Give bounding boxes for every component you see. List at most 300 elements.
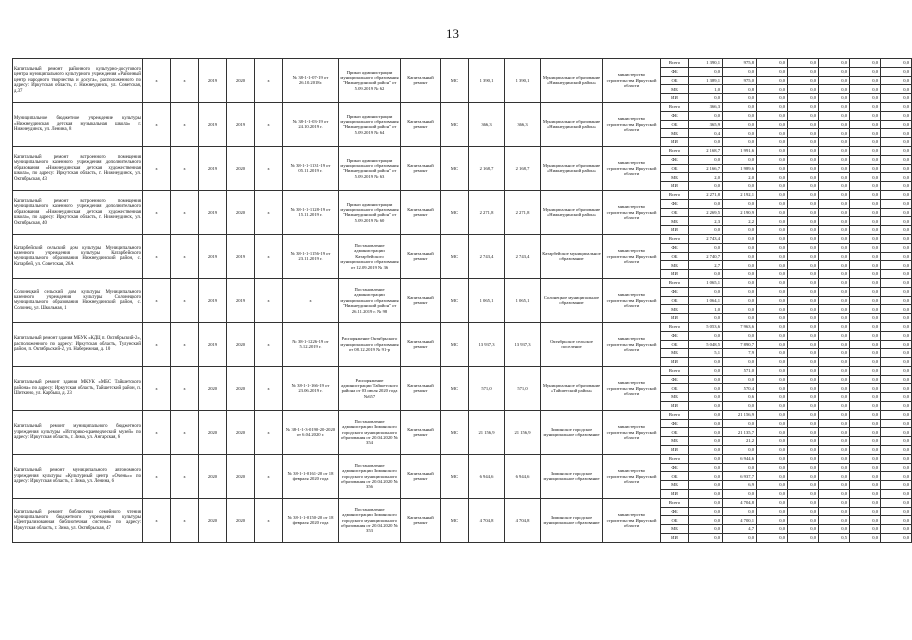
table-row — [13, 278, 912, 287]
cell-value: 7 890,7 — [723, 340, 757, 349]
cell-source: ОБ — [661, 516, 689, 525]
cell-value: 0,0 — [788, 278, 819, 287]
cell-name: Капитальный ремонт районного культурно-досугового центра муниципального культурного учреждения «Районный центр народного творчества и досуга», расположенного по адресу: Иркутская область, г. Нижнеудинск, ул. Советская, д.37 — [13, 59, 143, 103]
cell-value: 0,0 — [788, 217, 819, 226]
cell-value: 0,0 — [850, 85, 881, 94]
cell-value: 0,0 — [881, 384, 912, 393]
cell-m3: х — [255, 498, 283, 542]
cell-value: 0,0 — [819, 190, 850, 199]
cell-value: 0,0 — [757, 76, 788, 85]
cell-value: 0,0 — [757, 375, 788, 384]
cell-value: 0,5 — [819, 534, 850, 543]
cell-value: 1 064,1 — [689, 296, 723, 305]
cell-source: ИИ — [661, 270, 689, 279]
cell-gr: министерство строительства Иркутской области — [603, 234, 661, 278]
table-row — [13, 146, 912, 155]
cell-value: 21,2 — [723, 437, 757, 446]
cell-cost: 1 390,1 — [469, 59, 505, 103]
cell-value: 0,0 — [757, 331, 788, 340]
cell-value: 0,0 — [788, 428, 819, 437]
cell-y2: 2019 — [227, 234, 255, 278]
cell-value: 0,0 — [689, 463, 723, 472]
cell-gr: министерство строительства Иркутской области — [603, 410, 661, 454]
cell-value: 2 168,7 — [689, 146, 723, 155]
table-row — [13, 498, 912, 507]
cell-value: 0,0 — [757, 287, 788, 296]
cell-gr: министерство строительства Иркутской области — [603, 498, 661, 542]
cell-value: 0,0 — [881, 340, 912, 349]
cell-value: 0,0 — [850, 120, 881, 129]
cell-value: 0,0 — [757, 94, 788, 103]
cell-value: 0,0 — [757, 226, 788, 235]
cell-value: 0,0 — [881, 322, 912, 331]
cell-value: 0,0 — [689, 507, 723, 516]
cell-decision: Приказ администрации муниципального образования "Нижнеудинский район" от 5.09.2019 № 64 — [339, 102, 401, 146]
cell-value: 0,0 — [819, 314, 850, 323]
cell-value: 0,0 — [788, 472, 819, 481]
cell-source: ОБ — [661, 208, 689, 217]
cell-value: 0,0 — [757, 234, 788, 243]
cell-value: 0,0 — [689, 375, 723, 384]
cell-value: 0,0 — [819, 243, 850, 252]
cell-m1: х — [143, 278, 171, 322]
cell-y2: 2019 — [227, 102, 255, 146]
cell-name: Капитальный ремонт библиотеки семейного чтения муниципального бюджетного учреждения культуры «Централизованная библиотечная система» по адресу: Иркутская область, г. Зима, ул. Октябрьская, 47 — [13, 498, 143, 542]
cell-y1: 2019 — [199, 322, 227, 366]
cell-value: 0,0 — [723, 243, 757, 252]
cell-value: 0,0 — [757, 243, 788, 252]
cell-value: 0,0 — [850, 164, 881, 173]
cell-value: 0,0 — [819, 375, 850, 384]
cell-value: 0,0 — [757, 349, 788, 358]
cell-value: 0,0 — [819, 402, 850, 411]
cell-value: 0,0 — [757, 358, 788, 367]
cell-value: 0,0 — [689, 454, 723, 463]
cell-value: 0,0 — [757, 182, 788, 191]
cell-value: 6,9 — [723, 481, 757, 490]
cell-value: 0,0 — [819, 525, 850, 534]
cell-m3: х — [255, 278, 283, 322]
cell-value: 0,0 — [850, 278, 881, 287]
cell-m3: х — [255, 146, 283, 190]
cell-value: 0,0 — [819, 340, 850, 349]
cell-value: 0,0 — [881, 331, 912, 340]
cell-value: 0,0 — [689, 138, 723, 147]
cell-decision: Приказ администрации муниципального образования "Нижнеудинский район" от 5.09.2019 № 60 — [339, 190, 401, 234]
cell-value: 0,0 — [788, 507, 819, 516]
cell-value: 0,0 — [819, 419, 850, 428]
cell-value: 0,0 — [757, 305, 788, 314]
cell-value: 0,0 — [819, 463, 850, 472]
cell-value: 0,0 — [819, 481, 850, 490]
cell-value: 0,0 — [788, 164, 819, 173]
cell-value: 0,0 — [881, 296, 912, 305]
cell-value: 0,0 — [788, 296, 819, 305]
cell-value: 0,0 — [757, 340, 788, 349]
cell-y1: 2019 — [199, 278, 227, 322]
cell-source: Всего — [661, 190, 689, 199]
cell-source: Всего — [661, 498, 689, 507]
cell-value: 0,0 — [788, 410, 819, 419]
cell-customer: Зиминское городское муниципальное образование — [541, 410, 603, 454]
cell-owner: МС — [441, 498, 469, 542]
cell-value: 0,0 — [788, 525, 819, 534]
cell-value: 0,0 — [757, 217, 788, 226]
cell-value: 0,0 — [788, 437, 819, 446]
cell-value: 0,0 — [819, 85, 850, 94]
cell-value: 0,0 — [757, 534, 788, 543]
cell-customer: Муниципальное образование «Нижнеудинский район» — [541, 102, 603, 146]
cell-value: 0,0 — [881, 111, 912, 120]
cell-value: 0,0 — [881, 102, 912, 111]
cell-value: 0,0 — [788, 208, 819, 217]
cell-value: 0,0 — [788, 490, 819, 499]
cell-value: 0,0 — [819, 182, 850, 191]
cell-value: 0,0 — [881, 76, 912, 85]
cell-value: 0,0 — [850, 243, 881, 252]
cell-cost: 2 743,4 — [469, 234, 505, 278]
cell-value: 0,0 — [881, 402, 912, 411]
cell-work: Капитальный ремонт — [401, 366, 441, 410]
cell-value: 5 048,5 — [689, 340, 723, 349]
cell-value: 0,0 — [819, 120, 850, 129]
cell-value: 0,0 — [788, 498, 819, 507]
cell-customer: Солонецкое муниципальное образование — [541, 278, 603, 322]
cell-cost: 2 271,8 — [469, 190, 505, 234]
cell-value: 4 700,1 — [723, 516, 757, 525]
cell-value: 0,0 — [689, 243, 723, 252]
budget-table — [12, 58, 912, 543]
cell-value: 0,0 — [881, 278, 912, 287]
cell-value: 0,0 — [757, 67, 788, 76]
cell-m2: х — [171, 278, 199, 322]
cell-m1: х — [143, 410, 171, 454]
cell-source: МБ — [661, 85, 689, 94]
cell-value: 0,0 — [850, 305, 881, 314]
cell-value: 0,0 — [689, 525, 723, 534]
cell-remain: 21 156,9 — [505, 410, 541, 454]
cell-value: 0,0 — [788, 270, 819, 279]
cell-m3: х — [255, 59, 283, 103]
cell-value: 0,0 — [757, 428, 788, 437]
cell-doc: № 38-1-1-07-19 от 26.10.2018г. — [283, 59, 339, 103]
cell-value: 0,0 — [881, 270, 912, 279]
cell-value: 0,0 — [757, 393, 788, 402]
cell-m2: х — [171, 234, 199, 278]
cell-value: 0,0 — [819, 287, 850, 296]
cell-value: 0,0 — [757, 164, 788, 173]
cell-value: 0,0 — [850, 287, 881, 296]
cell-doc: № 38-1-1-1131-19 от 05.11.2019 г. — [283, 146, 339, 190]
cell-source: ИИ — [661, 94, 689, 103]
cell-value: 1,0 — [689, 85, 723, 94]
cell-source: ФБ — [661, 507, 689, 516]
cell-value: 0,0 — [819, 102, 850, 111]
cell-value: 21 156,9 — [723, 410, 757, 419]
cell-value: 0,0 — [689, 402, 723, 411]
cell-value: 1 991,6 — [723, 146, 757, 155]
cell-y1: 2019 — [199, 234, 227, 278]
cell-source: МБ — [661, 217, 689, 226]
cell-m2: х — [171, 410, 199, 454]
cell-value: 0,0 — [850, 182, 881, 191]
cell-value: 0,0 — [819, 454, 850, 463]
cell-value: 0,0 — [757, 419, 788, 428]
cell-y1: 2019 — [199, 146, 227, 190]
cell-value: 0,0 — [850, 463, 881, 472]
cell-source: МБ — [661, 393, 689, 402]
cell-source: Всего — [661, 322, 689, 331]
cell-value: 0,0 — [757, 507, 788, 516]
cell-value: 0,0 — [850, 138, 881, 147]
cell-gr: министерство строительства Иркутской области — [603, 190, 661, 234]
cell-value: 0,0 — [757, 270, 788, 279]
cell-value: 0,0 — [788, 322, 819, 331]
cell-y2: 2020 — [227, 322, 255, 366]
cell-work: Капитальный ремонт — [401, 102, 441, 146]
cell-value: 0,0 — [689, 287, 723, 296]
cell-value: 0,0 — [850, 437, 881, 446]
cell-value: 0,0 — [881, 252, 912, 261]
table-row — [13, 59, 912, 68]
cell-value: 0,0 — [689, 393, 723, 402]
cell-value: 0,0 — [881, 234, 912, 243]
cell-value: 0,0 — [881, 94, 912, 103]
cell-value: 0,0 — [819, 129, 850, 138]
table-row — [13, 454, 912, 463]
cell-value: 2,0 — [723, 173, 757, 182]
cell-gr: министерство строительства Иркутской области — [603, 146, 661, 190]
cell-value: 0,0 — [819, 349, 850, 358]
cell-gr: министерство строительства Иркутской области — [603, 102, 661, 146]
cell-value: 0,0 — [850, 481, 881, 490]
cell-value: 4,7 — [723, 525, 757, 534]
cell-name: Солонецкий сельский дом культуры Муниципального казенного учреждения культуры Солонецкого муниципального образования Нижнеудинский район, с. Солонец, ул. Школьная, 1 — [13, 278, 143, 322]
cell-value: 0,0 — [788, 534, 819, 543]
cell-source: ФБ — [661, 199, 689, 208]
cell-value: 0,0 — [850, 419, 881, 428]
cell-value: 7 963,6 — [723, 322, 757, 331]
cell-source: ИИ — [661, 446, 689, 455]
cell-gr: министерство строительства Иркутской области — [603, 454, 661, 498]
cell-decision: Постановление администрации Зиминского городского муниципального образования от 20.04.2020 № 353 — [339, 498, 401, 542]
cell-value: 0,0 — [881, 463, 912, 472]
cell-value: 0,0 — [788, 102, 819, 111]
cell-source: ФБ — [661, 243, 689, 252]
cell-value: 0,0 — [788, 173, 819, 182]
cell-value: 0,0 — [881, 410, 912, 419]
cell-value: 0,0 — [723, 102, 757, 111]
cell-m2: х — [171, 190, 199, 234]
cell-work: Капитальный ремонт — [401, 454, 441, 498]
cell-value: 0,0 — [850, 498, 881, 507]
cell-value: 0,0 — [723, 199, 757, 208]
cell-value: 0,0 — [850, 190, 881, 199]
cell-value: 0,0 — [881, 138, 912, 147]
table-row — [13, 366, 912, 375]
cell-value: 0,0 — [723, 129, 757, 138]
cell-work: Капитальный ремонт — [401, 59, 441, 103]
cell-value: 0,0 — [881, 164, 912, 173]
cell-value: 0,0 — [850, 472, 881, 481]
cell-value: 0,0 — [819, 138, 850, 147]
cell-value: 0,0 — [788, 287, 819, 296]
cell-value: 0,0 — [819, 146, 850, 155]
cell-value: 0,0 — [723, 278, 757, 287]
cell-value: 0,0 — [881, 507, 912, 516]
cell-value: 0,0 — [850, 76, 881, 85]
cell-value: 0,0 — [850, 217, 881, 226]
cell-name: Капитальный ремонт муниципального бюджетного учреждения культуры «Историко-краеведческий музей» по адресу: Иркутская область, г. Зима, ул. Ангарская, 6 — [13, 410, 143, 454]
cell-value: 0,0 — [819, 410, 850, 419]
cell-value: 0,0 — [723, 111, 757, 120]
cell-work: Капитальный ремонт — [401, 234, 441, 278]
cell-value: 0,0 — [788, 85, 819, 94]
cell-value: 0,0 — [881, 498, 912, 507]
cell-value: 0,0 — [850, 146, 881, 155]
cell-value: 2 192,1 — [723, 190, 757, 199]
cell-value: 0,0 — [689, 481, 723, 490]
cell-value: 0,0 — [881, 419, 912, 428]
cell-value: 0,0 — [689, 182, 723, 191]
cell-customer: Катарбейское муниципальное образование — [541, 234, 603, 278]
cell-m3: х — [255, 366, 283, 410]
cell-value: 0,0 — [819, 490, 850, 499]
cell-value: 0,0 — [788, 129, 819, 138]
cell-cost: 13 937,3 — [469, 322, 505, 366]
cell-value: 0,0 — [689, 199, 723, 208]
cell-value: 0,0 — [881, 481, 912, 490]
cell-customer: Зиминское городское муниципальное образование — [541, 498, 603, 542]
cell-value: 0,0 — [788, 226, 819, 235]
cell-cost: 571,0 — [469, 366, 505, 410]
cell-value: 0,0 — [819, 296, 850, 305]
cell-source: ОБ — [661, 384, 689, 393]
cell-value: 0,0 — [881, 85, 912, 94]
cell-value: 0,0 — [881, 472, 912, 481]
cell-value: 0,0 — [819, 278, 850, 287]
cell-owner: МС — [441, 234, 469, 278]
cell-value: 0,0 — [819, 164, 850, 173]
cell-value: 0,0 — [757, 120, 788, 129]
cell-value: 0,0 — [757, 446, 788, 455]
cell-value: 0,0 — [819, 507, 850, 516]
cell-value: 0,0 — [850, 129, 881, 138]
cell-value: 0,0 — [819, 173, 850, 182]
cell-value: 0,0 — [723, 296, 757, 305]
cell-value: 0,0 — [723, 305, 757, 314]
cell-doc: № 38-1-1226-19 от 5.12.2019 г. — [283, 322, 339, 366]
cell-value: 2 740,7 — [689, 252, 723, 261]
cell-cost: 1 065,1 — [469, 278, 505, 322]
cell-value: 0,0 — [819, 358, 850, 367]
cell-remain: 6 944,6 — [505, 454, 541, 498]
cell-value: 0,0 — [850, 261, 881, 270]
cell-value: 0,0 — [689, 270, 723, 279]
cell-value: 2 166,7 — [689, 164, 723, 173]
cell-source: МБ — [661, 525, 689, 534]
cell-value: 0,0 — [881, 305, 912, 314]
cell-value: 0,0 — [881, 226, 912, 235]
cell-value: 0,0 — [881, 155, 912, 164]
cell-value: 5,1 — [689, 349, 723, 358]
cell-value: 0,0 — [881, 516, 912, 525]
cell-work: Капитальный ремонт — [401, 498, 441, 542]
cell-value: 0,0 — [689, 490, 723, 499]
cell-value: 0,0 — [788, 94, 819, 103]
cell-value: 0,0 — [881, 129, 912, 138]
cell-value: 0,0 — [757, 296, 788, 305]
cell-customer: Октябрьское сельское поселение — [541, 322, 603, 366]
cell-value: 0,0 — [723, 67, 757, 76]
cell-value: 0,0 — [788, 340, 819, 349]
cell-value: 2 269,5 — [689, 208, 723, 217]
cell-m3: х — [255, 322, 283, 366]
cell-source: ИИ — [661, 226, 689, 235]
cell-source: ОБ — [661, 340, 689, 349]
cell-value: 0,0 — [723, 534, 757, 543]
table-row — [13, 190, 912, 199]
cell-value: 0,0 — [788, 402, 819, 411]
cell-value: 0,0 — [788, 76, 819, 85]
cell-value: 0,0 — [757, 525, 788, 534]
cell-remain: 4 704,8 — [505, 498, 541, 542]
cell-value: 0,0 — [850, 155, 881, 164]
cell-value: 0,0 — [788, 199, 819, 208]
cell-value: 0,0 — [819, 384, 850, 393]
cell-value: 0,0 — [723, 234, 757, 243]
cell-name: Муниципальное бюджетное учреждение культуры «Нижнеудинская детская музыкальная школа» г. Нижнеудинск, ул. Ленина, 8 — [13, 102, 143, 146]
cell-value: 571,0 — [723, 366, 757, 375]
cell-doc: х — [283, 278, 339, 322]
cell-m2: х — [171, 59, 199, 103]
cell-value: 0,0 — [689, 419, 723, 428]
cell-cost: 4 704,8 — [469, 498, 505, 542]
cell-value: 5 053,6 — [689, 322, 723, 331]
cell-value: 0,0 — [788, 349, 819, 358]
cell-value: 0,0 — [788, 146, 819, 155]
cell-value: 21 135,7 — [723, 428, 757, 437]
cell-value: 0,0 — [757, 454, 788, 463]
cell-value: 0,0 — [819, 437, 850, 446]
cell-y1: 2019 — [199, 190, 227, 234]
cell-value: 0,0 — [881, 173, 912, 182]
cell-value: 0,0 — [819, 331, 850, 340]
cell-y1: 2019 — [199, 102, 227, 146]
cell-source: МБ — [661, 129, 689, 138]
cell-value: 0,0 — [788, 182, 819, 191]
budget-table-container — [12, 58, 909, 543]
cell-doc: № 38-1-1-166-19 от 23.06.2019 г. — [283, 366, 339, 410]
cell-remain: 2 743,4 — [505, 234, 541, 278]
cell-source: МБ — [661, 437, 689, 446]
cell-m2: х — [171, 146, 199, 190]
cell-m2: х — [171, 366, 199, 410]
cell-value: 0,0 — [788, 358, 819, 367]
cell-value: 0,0 — [850, 322, 881, 331]
cell-value: 0,0 — [850, 384, 881, 393]
cell-value: 0,0 — [757, 102, 788, 111]
cell-value: 0,0 — [788, 138, 819, 147]
cell-value: 0,0 — [850, 454, 881, 463]
cell-value: 0,0 — [881, 190, 912, 199]
cell-value: 0,0 — [819, 199, 850, 208]
cell-value: 0,0 — [788, 234, 819, 243]
cell-decision: Постановление администрации муниципального образования "Нижнеудинский район" от 26.11.2019 г. № 98 — [339, 278, 401, 322]
cell-customer: Муниципальное образование «Тайшетский район» — [541, 366, 603, 410]
cell-value: 0,0 — [788, 120, 819, 129]
cell-value: 0,0 — [723, 314, 757, 323]
